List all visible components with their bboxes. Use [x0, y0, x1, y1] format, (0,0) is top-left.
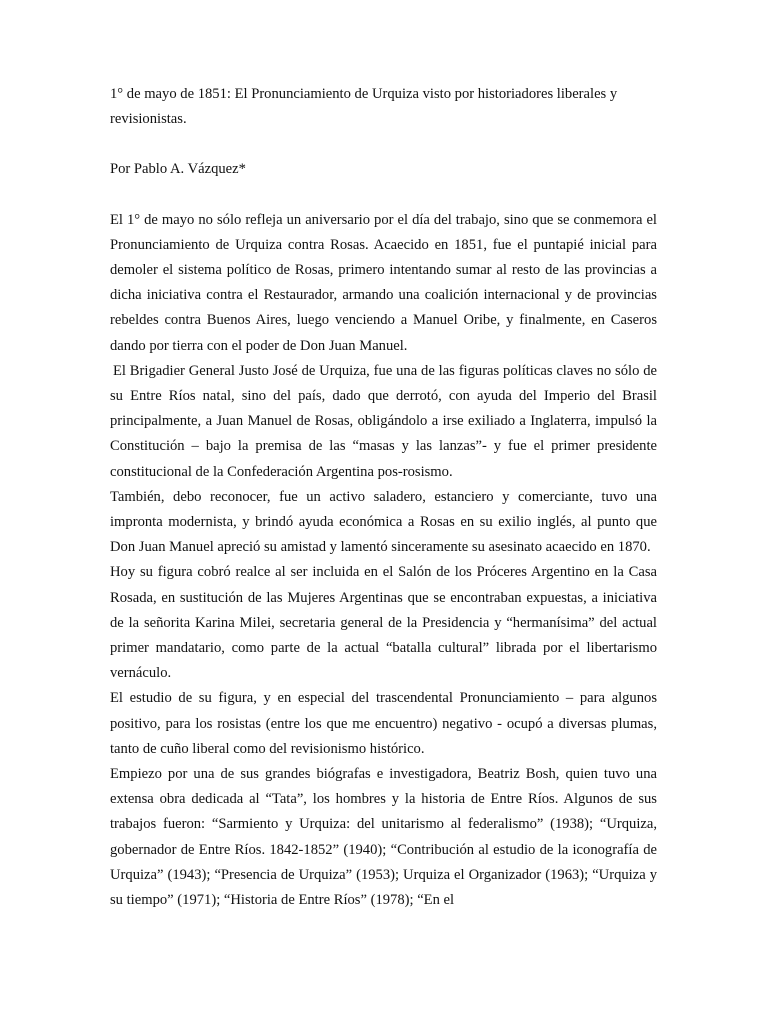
document-author: Por Pablo A. Vázquez*: [110, 161, 246, 178]
document-body: [110, 82, 657, 913]
paragraph-2: El Brigadier General Justo José de Urquiza, fue una de las figuras políticas claves no sólo de su Entre Ríos natal, sino del país, dado que derrotó, con ayuda del Imperio del Brasil principalmente, a Juan Manuel de Rosas, obligándolo a irse exiliado a Inglaterra, impulsó la Constitución – bajo la premisa de las “masas y las lanzas”- y fue el primer presidente constitucional de la Confederación Argentina pos-rosismo.: [110, 362, 657, 480]
paragraph-6: Empiezo por una de sus grandes biógrafas e investigadora, Beatriz Bosh, quien tuvo una extensa obra dedicada al “Tata”, los hombres y la historia de Entre Ríos. Algunos de sus trabajos fueron: “Sarmiento y Urquiza: del unitarismo al federalismo” (1938); “Urquiza, gobernador de Entre Ríos. 1842-1852” (1940); “Contribución al estudio de la iconografía de Urquiza” (1943); “Presencia de Urquiza” (1953); Urquiza el Organizador (1963); “Urquiza y su tiempo” (1971); “Historia de Entre Ríos” (1978); “En el: [110, 766, 657, 909]
paragraph-3: También, debo reconocer, fue un activo saladero, estanciero y comerciante, tuvo una impronta modernista, y brindó ayuda económica a Rosas en su exilio inglés, al punto que Don Juan Manuel apreció su amistad y lamentó sinceramente su asesinato acaecido en 1870.: [110, 488, 657, 556]
paragraph-4: Hoy su figura cobró realce al ser incluida en el Salón de los Próceres Argentino en la Casa Rosada, en sustitución de las Mujeres Argentinas que se encontraban expuestas, a iniciativa de la señorita Karina Milei, secretaria general de la Presidencia y “hermanísima” del actual primer mandatario, como parte de la actual “batalla cultural” librada por el libertarismo vernáculo.: [110, 564, 657, 682]
document-title: 1° de mayo de 1851: El Pronunciamiento de Urquiza visto por historiadores liberales y revisionistas.: [110, 86, 618, 128]
paragraph-5: El estudio de su figura, y en especial del trascendental Pronunciamiento – para algunos positivo, para los rosistas (entre los que me encuentro) negativo - ocupó a diversas plumas, tanto de cuño liberal como del revisionismo histórico.: [110, 690, 657, 757]
paragraph-1: El 1° de mayo no sólo refleja un aniversario por el día del trabajo, sino que se conmemora el Pronunciamiento de Urquiza contra Rosas. Acaecido en 1851, fue el puntapié inicial para demoler el sistema político de Rosas, primero intentando sumar al resto de las provincias a dicha iniciativa contra el Restaurador, armando una coalición internacional y de provincias rebeldes contra Buenos Aires, luego venciendo a Manuel Oribe, y finalmente, en Caseros dando por tierra con el poder de Don Juan Manuel.: [110, 211, 657, 354]
